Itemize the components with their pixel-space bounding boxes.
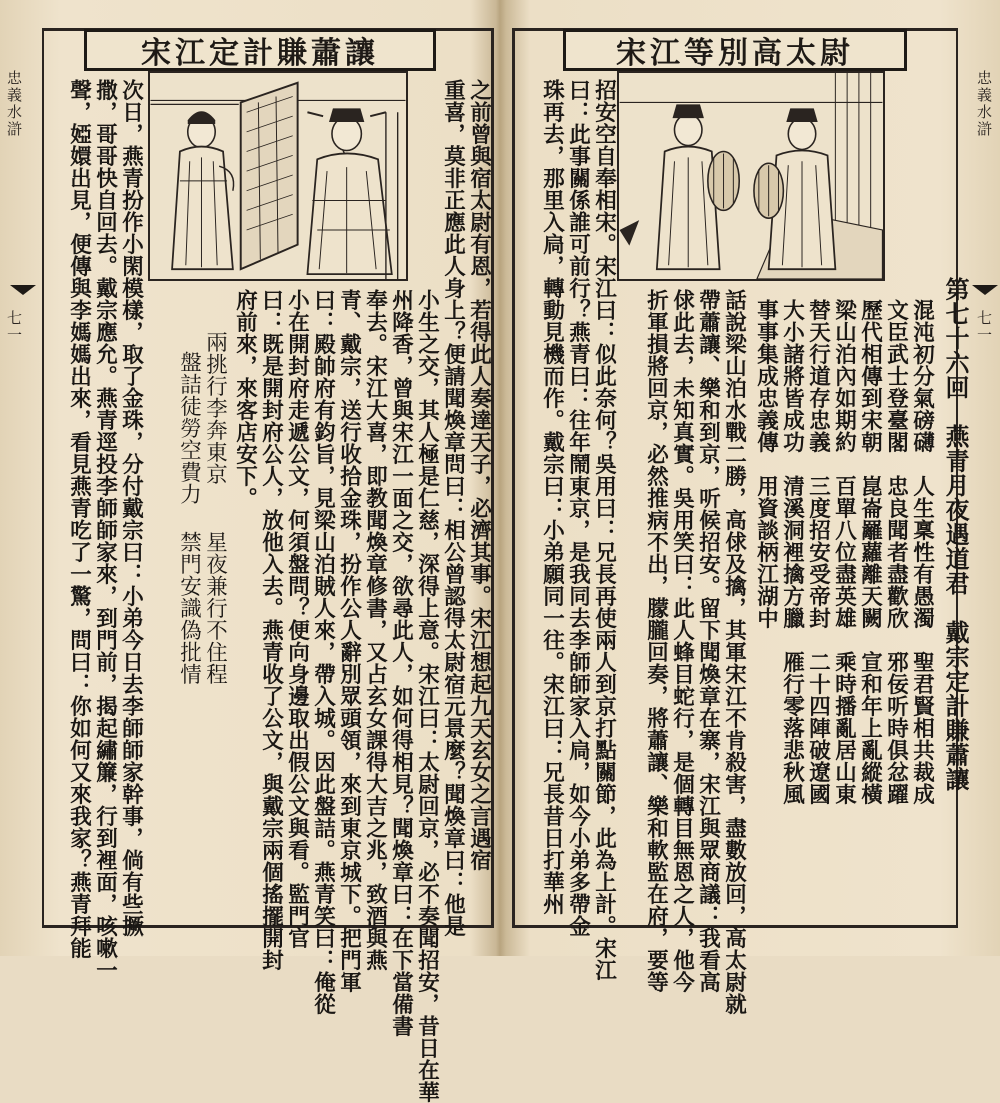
text-column: 小在開封府走遞公文，何須盤問？便向身邊取出假公文與看。監門官 (284, 289, 310, 949)
text-column: 小生之交，其人極是仁慈，深得上意。宋江曰：太尉回京，必不奏聞招安，昔日在華 (414, 289, 440, 1103)
text-column: 次日，燕青扮作小閑模樣，取了金珠，分付戴宗曰：小弟今日去李師師家幹事，倘有些撅 (118, 79, 144, 937)
text-column: 州降香，曾與宋江一面之交，欲尋此人，如何得相見？聞煥章曰：在下當備書 (388, 289, 414, 1037)
poem-line: 事事集成忠義傳 用資談柄江湖中 (753, 299, 779, 629)
poem-line: 歷代相傳到宋朝 崑崙䍦蘿離天闕 宣和年上亂縱橫 (857, 299, 883, 805)
poem-line: 星夜兼行不住程 (202, 531, 228, 685)
text-column: 折軍損將回京，必然推病不出，朦朧回奏，將蕭讓、樂和軟監在府，要等 (643, 289, 669, 993)
right-margin-page-number: 七一 (975, 310, 993, 344)
text-column: 府前來，來客店安下。 (232, 289, 258, 509)
right-margin-label: 忠義水滸 (975, 70, 993, 138)
poem-line: 替天行道存忠義 三度招安受帝封 二十四陣破遼國 (805, 299, 831, 805)
poem-line: 禁門安識偽批情 (176, 531, 202, 685)
poem-line: 兩挑行李奔東京 (202, 331, 228, 485)
text-column: 話說梁山泊水戰二勝，高俅及擒，其軍宋江不肯殺害，盡數放回，高太尉就 (721, 289, 747, 1015)
poem-line: 梁山泊內如期約 百單八位盡英雄 乘時播亂居山東 (831, 299, 857, 805)
left-margin-page-number: 七一 (5, 310, 23, 344)
scene-meeting-illustration (150, 73, 406, 279)
left-illustration (148, 71, 408, 281)
text-column: 青、戴宗，送行收拾金珠，扮作公人辭別眾頭領，來到東京城下。把門軍 (336, 289, 362, 993)
text-column: 奉去。宋江大喜，即教聞煥章修書，又占玄女課得大吉之兆，致酒與燕 (362, 289, 388, 971)
text-column: 珠再去，那里入扃，轉動見機而作。戴宗曰：小弟願同一往。宋江曰：兄長昔日打華州 (539, 79, 565, 915)
scene-farewell-illustration (619, 73, 883, 279)
right-page-title: 宋江等別高太尉 (563, 29, 907, 71)
text-column: 撒，哥哥快自回去。戴宗應允。燕青逕投李師師家來，到門前，揭起繡簾，行到裡面，咳嗽一 (92, 79, 118, 981)
poem-line: 混沌初分氣磅礴 人生稟性有愚濁 聖君賢相共裁成 (909, 299, 935, 805)
poem-line: 大小諸將皆成功 清溪洞裡擒方臘 雁行零落悲秋風 (779, 299, 805, 805)
right-illustration (617, 71, 885, 281)
chapter-heading: 第七十六回 燕青月夜遇道君 戴宗定計賺蕭讓 (941, 277, 970, 792)
left-fold-mark (10, 285, 36, 295)
right-page (512, 28, 970, 1015)
left-page (42, 28, 494, 1103)
text-column: 俅此去，未知真實。吳用笑曰：此人蜂目蛇行，是個轉目無恩之人，他今 (669, 289, 695, 993)
text-column: 聲，婭嬛出見，便傳與李媽媽出來，看見燕青吃了一驚，問曰：你如何又來我家？燕青拜能 (66, 79, 92, 959)
left-page-title: 宋江定計賺蕭讓 (84, 29, 436, 71)
text-column: 帶蕭讓、樂和到京，听候招安。留下聞煥章在寨，宋江與眾商議：我看高 (695, 289, 721, 993)
text-column: 重喜，莫非正應此人身上？便請聞煥章問曰：相公曾認得太尉宿元景麼？聞煥章曰：他是 (440, 79, 466, 937)
poem-line: 文臣武士登臺閣 忠良聞者盡歡欣 邪佞听時俱忿躍 (883, 299, 909, 805)
text-column: 曰：此事關係誰可前行？燕青曰：往年鬧東京，是我同去李師師家入扃，如今小弟多帶金 (565, 79, 591, 937)
right-fold-mark (972, 285, 998, 295)
text-column: 招安空自奉相宋。宋江曰：似此奈何？吳用曰：兄長再使兩人到京打點關節，此為上計。宋江 (591, 79, 617, 981)
left-margin-label: 忠義水滸 (5, 70, 23, 138)
poem-line: 盤詰徒勞空費力 (176, 351, 202, 505)
text-column: 曰：既是開封府公人，放他入去。燕青收了公文，與戴宗兩個搖擺開封 (258, 289, 284, 971)
text-column: 曰：殿帥府有鈞旨，見梁山泊賊人來，帶入城。因此盤詰。燕青笑曰：俺從 (310, 289, 336, 1015)
text-column: 之前曾與宿太尉有恩，若得此人奏達天子，必濟其事。宋江想起九天玄女之言遇宿 (466, 79, 492, 871)
